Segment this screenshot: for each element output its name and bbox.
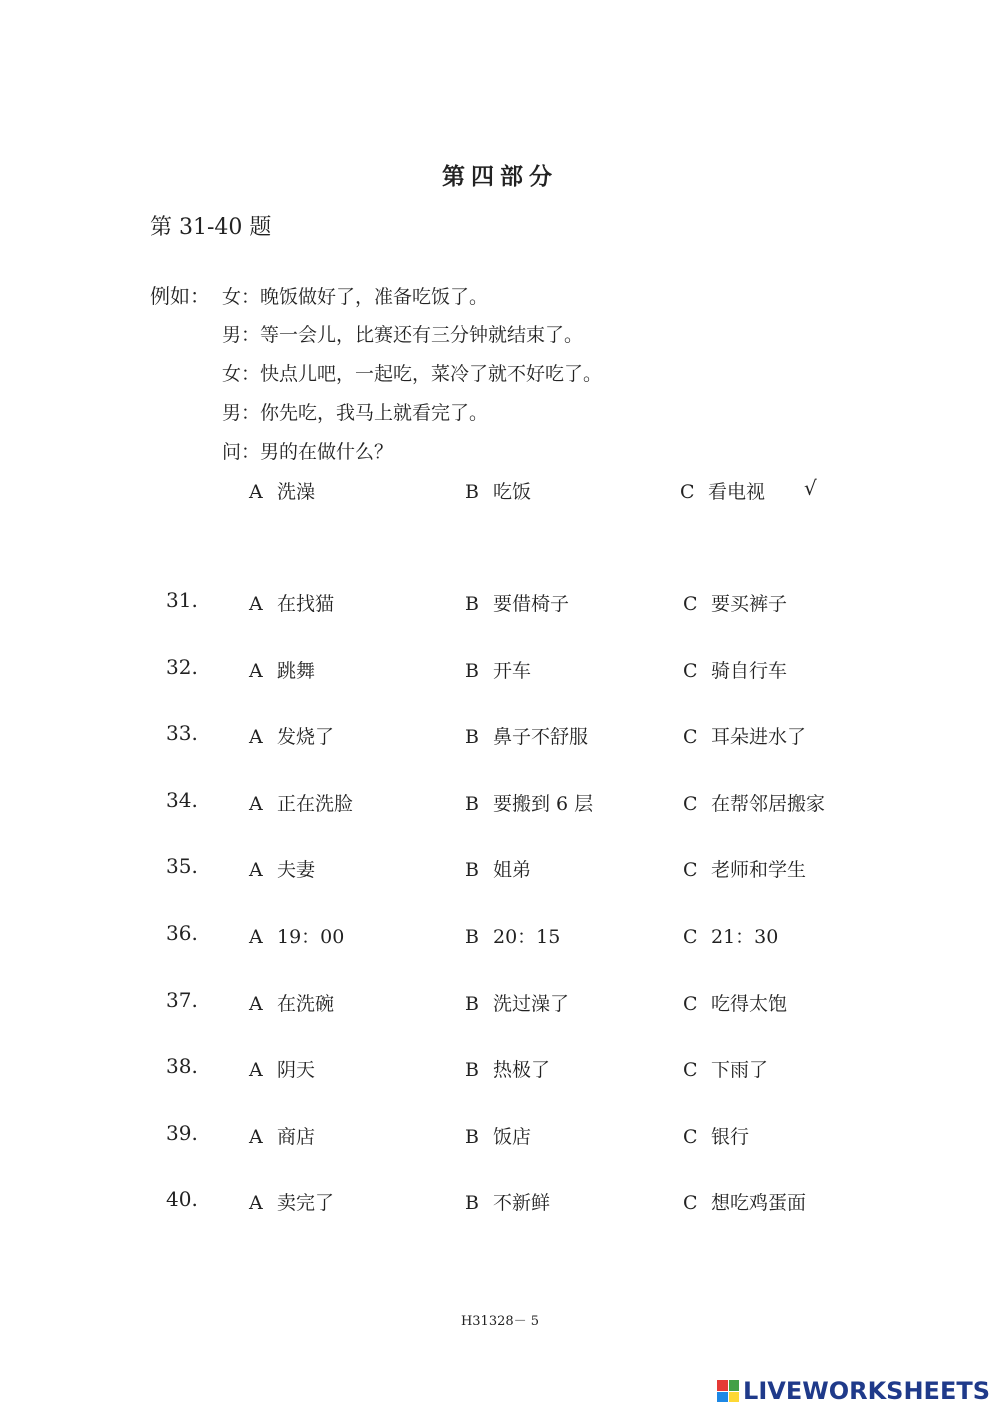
- option-text: 在帮邻居搬家: [711, 793, 826, 815]
- option-b: [465, 1188, 550, 1215]
- option-letter: C: [680, 481, 695, 503]
- logo-square: [717, 1392, 728, 1403]
- option-text: 吃饭: [493, 481, 532, 503]
- option-letter: A: [249, 1126, 263, 1148]
- question-number: 40.: [166, 1187, 198, 1211]
- logo-icon: [717, 1380, 739, 1402]
- option-c: [683, 989, 787, 1016]
- option-letter: B: [465, 993, 479, 1015]
- option-letter: C: [683, 660, 698, 682]
- option-a: [249, 722, 334, 749]
- option-c: [683, 855, 806, 882]
- option-text: 21：30: [711, 926, 779, 948]
- question-number: 37.: [166, 988, 198, 1012]
- logo-square: [729, 1392, 740, 1403]
- option-b: [465, 855, 531, 882]
- option-letter: A: [249, 593, 263, 615]
- question-number: 35.: [166, 854, 198, 878]
- option-b: [465, 722, 588, 749]
- check-mark: √: [804, 476, 817, 500]
- example-option-b: [465, 477, 531, 504]
- option-letter: A: [249, 926, 263, 948]
- option-text: 银行: [711, 1126, 750, 1148]
- option-text: 要买裤子: [711, 593, 788, 615]
- example-line: 男：你先吃，我马上就看完了。: [222, 402, 489, 424]
- option-text: 正在洗脸: [277, 793, 354, 815]
- option-letter: B: [465, 793, 479, 815]
- option-letter: A: [249, 726, 263, 748]
- option-text: 在找猫: [277, 593, 335, 615]
- option-letter: C: [683, 1126, 698, 1148]
- option-b: [465, 989, 569, 1016]
- option-text: 吃得太饱: [711, 993, 788, 1015]
- option-text: 洗过澡了: [493, 993, 570, 1015]
- option-c: [683, 722, 806, 749]
- option-text: 在洗碗: [277, 993, 335, 1015]
- option-text: 阴天: [277, 1059, 316, 1081]
- option-b: [465, 922, 560, 949]
- option-letter: B: [465, 1192, 479, 1214]
- option-letter: C: [683, 593, 698, 615]
- question-number: 33.: [166, 721, 198, 745]
- option-a: [249, 589, 334, 616]
- option-text: 开车: [493, 660, 532, 682]
- option-text: 想吃鸡蛋面: [711, 1192, 807, 1214]
- option-a: [249, 789, 353, 816]
- option-c: [683, 1122, 749, 1149]
- option-letter: A: [249, 1059, 263, 1081]
- option-letter: C: [683, 1059, 698, 1081]
- option-letter: A: [249, 481, 263, 503]
- option-letter: C: [683, 726, 698, 748]
- option-letter: B: [465, 1126, 479, 1148]
- option-c: [683, 1055, 768, 1082]
- logo-text: LIVEWORKSHEETS: [743, 1377, 990, 1405]
- option-text: 20：15: [493, 926, 561, 948]
- option-text: 洗澡: [277, 481, 316, 503]
- page-footer: H31328－ 5: [460, 1314, 540, 1329]
- option-c: [683, 589, 787, 616]
- option-text: 老师和学生: [711, 859, 807, 881]
- option-letter: C: [683, 926, 698, 948]
- option-text: 耳朵进水了: [711, 726, 807, 748]
- option-letter: B: [465, 726, 479, 748]
- question-range: 第 31-40 题: [150, 215, 272, 240]
- option-letter: C: [683, 1192, 698, 1214]
- option-text: 发烧了: [277, 726, 335, 748]
- option-a: [249, 989, 334, 1016]
- option-text: 骑自行车: [711, 660, 788, 682]
- example-question: 问：男的在做什么？: [222, 441, 394, 463]
- option-a: [249, 922, 344, 949]
- option-a: [249, 855, 315, 882]
- option-letter: A: [249, 793, 263, 815]
- question-number: 36.: [166, 921, 198, 945]
- example-line: 女：快点儿吧，一起吃，菜冷了就不好吃了。: [222, 363, 603, 385]
- option-text: 姐弟: [493, 859, 532, 881]
- section-title: 第四部分: [442, 163, 558, 190]
- example-option-c: [680, 477, 765, 504]
- question-number: 38.: [166, 1054, 198, 1078]
- option-letter: B: [465, 593, 479, 615]
- question-number: 31.: [166, 588, 198, 612]
- option-b: [465, 789, 593, 816]
- example-line: 女：晚饭做好了，准备吃饭了。: [222, 286, 489, 308]
- logo-square: [729, 1380, 740, 1391]
- option-c: [683, 922, 778, 949]
- option-letter: C: [683, 793, 698, 815]
- option-text: 饭店: [493, 1126, 532, 1148]
- option-b: [465, 1055, 550, 1082]
- question-number: 32.: [166, 655, 198, 679]
- example-line: 男：等一会儿，比赛还有三分钟就结束了。: [222, 324, 584, 346]
- option-a: [249, 1122, 315, 1149]
- option-text: 19：00: [277, 926, 345, 948]
- option-text: 下雨了: [711, 1059, 769, 1081]
- option-letter: C: [683, 859, 698, 881]
- option-letter: B: [465, 926, 479, 948]
- option-text: 跳舞: [277, 660, 316, 682]
- option-a: [249, 1188, 334, 1215]
- option-letter: B: [465, 859, 479, 881]
- option-letter: B: [465, 660, 479, 682]
- question-number: 34.: [166, 788, 198, 812]
- liveworksheets-logo: [717, 1377, 990, 1405]
- option-text: 热极了: [493, 1059, 551, 1081]
- option-letter: A: [249, 1192, 263, 1214]
- option-b: [465, 589, 569, 616]
- option-c: [683, 789, 825, 816]
- question-number: 39.: [166, 1121, 198, 1145]
- option-letter: B: [465, 481, 479, 503]
- option-b: [465, 1122, 531, 1149]
- option-c: [683, 656, 787, 683]
- logo-square: [717, 1380, 728, 1391]
- option-text: 卖完了: [277, 1192, 335, 1214]
- option-letter: A: [249, 993, 263, 1015]
- option-letter: B: [465, 1059, 479, 1081]
- option-text: 看电视: [708, 481, 766, 503]
- option-text: 鼻子不舒服: [493, 726, 589, 748]
- option-text: 商店: [277, 1126, 316, 1148]
- option-text: 要搬到 6 层: [493, 793, 594, 815]
- example-option-a: [249, 477, 315, 504]
- option-a: [249, 1055, 315, 1082]
- example-label: 例如：: [150, 284, 210, 308]
- option-letter: A: [249, 660, 263, 682]
- option-b: [465, 656, 531, 683]
- option-c: [683, 1188, 806, 1215]
- option-letter: A: [249, 859, 263, 881]
- option-a: [249, 656, 315, 683]
- option-text: 要借椅子: [493, 593, 570, 615]
- option-text: 夫妻: [277, 859, 316, 881]
- option-text: 不新鲜: [493, 1192, 551, 1214]
- option-letter: C: [683, 993, 698, 1015]
